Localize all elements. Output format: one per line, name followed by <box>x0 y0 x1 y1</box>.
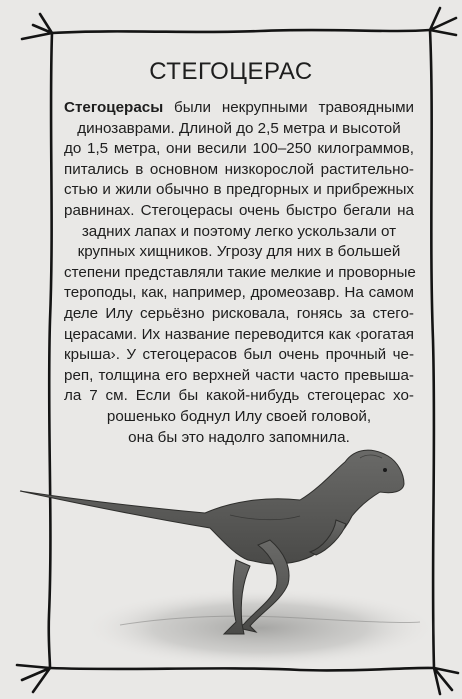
text-line: она бы это надолго запомнила. <box>128 428 350 446</box>
ground-shadow <box>82 588 438 668</box>
article-title: СТЕГОЦЕРАС <box>149 58 313 85</box>
text-line: ла 7 см. Если бы какой-нибудь стегоцерас хо- <box>64 387 414 405</box>
text-line: рошенько боднул Илу своей головой, <box>106 407 372 425</box>
text-line: Стегоцерасы были некрупными травоядными <box>64 99 414 116</box>
text-line: деле Илу серьёзно рисковала, гонясь за стего- <box>64 304 414 322</box>
dinosaur-illustration <box>0 440 462 680</box>
dinosaur-eye <box>383 468 387 472</box>
highlighted-term: Стегоцерасы <box>64 99 164 116</box>
text-line: степени представляли такие мелкие и проворные <box>64 263 416 281</box>
text-line: динозаврами. Длиной до 2,5 метра и высотой <box>77 119 401 137</box>
text-line: питались в основном низкорослой растительно- <box>64 160 414 178</box>
article-body <box>64 98 414 448</box>
text-line: стью и жили обычно в предгорных и прибрежных <box>64 181 414 199</box>
text-line: тероподы, как, например, дромеозавр. На самом <box>64 284 414 302</box>
text-line: церасами. Их название переводится как ‹рогатая <box>64 325 414 343</box>
text-line: крыша›. У стегоцерасов был очень прочный че- <box>64 346 414 364</box>
text-line: крупных хищников. Угрозу для них в большей <box>77 243 401 261</box>
text-line: реп, толщина его верхней части часто превыша- <box>64 366 414 384</box>
text-line: равнинах. Стегоцерасы очень быстро бегали на <box>64 201 414 219</box>
text-line: до 1,5 метра, они весили 100–250 килограммов, <box>64 140 414 158</box>
text-line: задних лапах и поэтому легко ускользали от <box>81 222 397 240</box>
